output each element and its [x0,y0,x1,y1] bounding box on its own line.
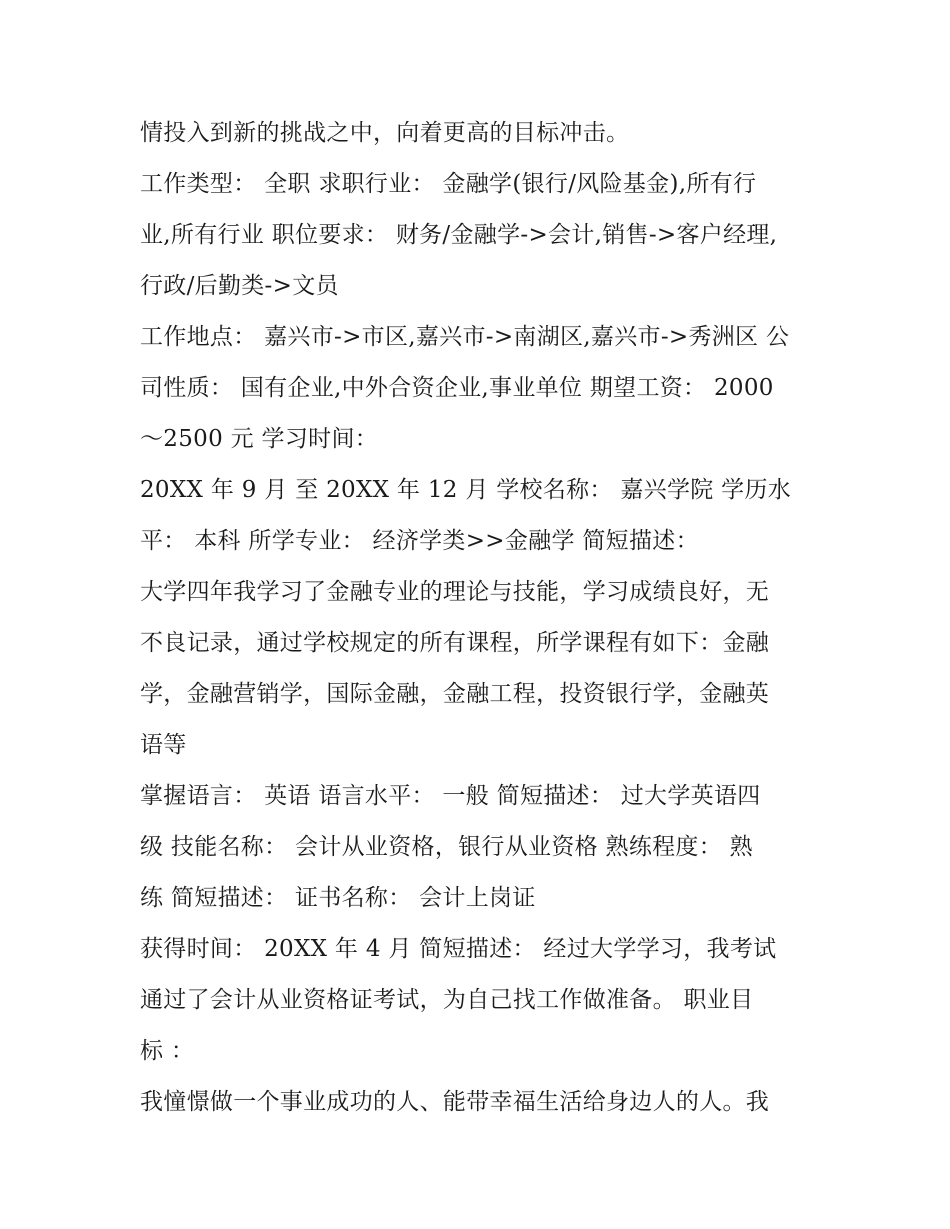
text-line: 情投入到新的挑战之中，向着更高的目标冲击。 [140,120,630,146]
text-line: ～2500 元 学习时间： [140,426,379,452]
text-line: 级 技能名称： 会计从业资格，银行从业资格 熟练程度： 熟 [140,834,753,860]
text-line: 掌握语言： 英语 语言水平： 一般 简短描述： 过大学英语四 [140,783,761,809]
text-line: 业,所有行业 职位要求： 财务/金融学->会计,销售->客户经理, [140,222,778,248]
resume-text-body [140,108,830,1128]
text-line: 标 ： [140,1038,195,1064]
text-line: 工作类型： 全职 求职行业： 金融学(银行/风险基金),所有行 [140,171,757,197]
text-line: 大学四年我学习了金融专业的理论与技能，学习成绩良好，无 [140,579,770,605]
text-line: 不良记录，通过学校规定的所有课程，所学课程有如下：金融 [140,630,770,656]
text-line: 行政/后勤类->文员 [140,273,339,299]
text-line: 获得时间： 20XX 年 4 月 简短描述： 经过大学学习，我考试 [140,936,777,962]
text-line: 语等 [140,732,187,758]
text-line: 平： 本科 所学专业： 经济学类>>金融学 简短描述： [140,528,699,554]
text-line: 通过了会计从业资格证考试，为自己找工作做准备。 职业目 [140,987,754,1013]
text-line: 练 简短描述： 证书名称： 会计上岗证 [140,885,536,911]
text-line: 20XX 年 9 月 至 20XX 年 12 月 学校名称： 嘉兴学院 学历水 [140,477,792,503]
text-line: 司性质： 国有企业,中外合资企业,事业单位 期望工资： 2000 [140,375,774,401]
text-line: 工作地点： 嘉兴市->市区,嘉兴市->南湖区,嘉兴市->秀洲区 公 [140,324,790,350]
text-line: 我憧憬做一个事业成功的人、能带幸福生活给身边人的人。我 [140,1089,770,1115]
text-line: 学，金融营销学，国际金融，金融工程，投资银行学，金融英 [140,681,770,707]
